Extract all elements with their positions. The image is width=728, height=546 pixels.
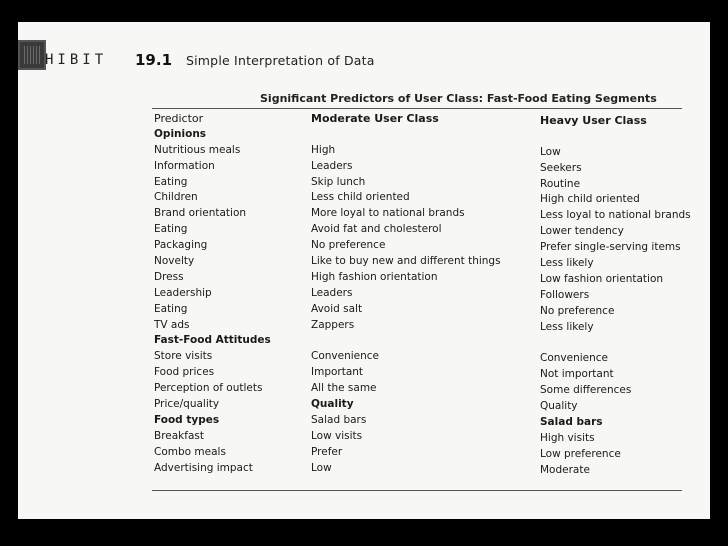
exhibit-logo-block bbox=[18, 40, 46, 70]
moderate-cell: Leaders bbox=[311, 159, 353, 172]
moderate-cell: More loyal to national brands bbox=[311, 207, 465, 220]
moderate-cell: All the same bbox=[311, 382, 377, 395]
predictor-cell: Eating bbox=[154, 175, 188, 188]
section-spacer bbox=[540, 129, 710, 145]
section-spacer bbox=[311, 127, 531, 143]
predictor-cell: Leadership bbox=[154, 286, 212, 299]
moderate-column bbox=[311, 111, 531, 476]
moderate-cell: High bbox=[311, 143, 336, 156]
moderate-cell: Low visits bbox=[311, 429, 363, 442]
heavy-cell: No preference bbox=[540, 304, 615, 317]
heavy-cell: Prefer single-serving items bbox=[540, 241, 681, 254]
heavy-cell: Moderate bbox=[540, 463, 590, 476]
predictor-cell: Perception of outlets bbox=[154, 382, 263, 395]
heavy-cell: Low bbox=[540, 145, 561, 158]
table-top-rule bbox=[152, 108, 682, 109]
table-title: Significant Predictors of User Class: Fast-Food Eating Segments bbox=[260, 92, 657, 105]
moderate-cell: Salad bars bbox=[311, 413, 367, 426]
predictor-cell: Information bbox=[154, 159, 215, 172]
predictor-header: Predictor bbox=[154, 112, 204, 125]
heavy-cell: Some differences bbox=[540, 384, 632, 397]
moderate-cell: Avoid salt bbox=[311, 302, 363, 315]
table-bottom-rule bbox=[152, 490, 682, 491]
predictor-cell: Eating bbox=[154, 223, 188, 236]
moderate-cell: Important bbox=[311, 366, 364, 379]
predictor-cell: Breakfast bbox=[154, 429, 204, 442]
heavy-cell: Followers bbox=[540, 288, 590, 301]
moderate-cell: No preference bbox=[311, 239, 386, 252]
section-spacer bbox=[311, 333, 531, 349]
heavy-cell: Less likely bbox=[540, 320, 594, 333]
predictor-cell: Novelty bbox=[154, 255, 195, 268]
moderate-cell: Avoid fat and cholesterol bbox=[311, 223, 442, 236]
predictor-cell: Dress bbox=[154, 270, 184, 283]
section-spacer bbox=[540, 335, 710, 351]
predictor-cell: Food types bbox=[154, 413, 220, 426]
heavy-cell: Quality bbox=[540, 400, 578, 413]
moderate-cell: Skip lunch bbox=[311, 175, 366, 188]
heavy-cell: Routine bbox=[540, 177, 581, 190]
moderate-cell: Leaders bbox=[311, 286, 353, 299]
moderate-cell: Prefer bbox=[311, 445, 343, 458]
heavy-cell: Low preference bbox=[540, 447, 621, 460]
predictor-cell: Store visits bbox=[154, 350, 213, 363]
heavy-cell: High visits bbox=[540, 431, 595, 444]
moderate-cell: Zappers bbox=[311, 318, 355, 331]
moderate-cell: High fashion orientation bbox=[311, 270, 438, 283]
predictor-cell: Combo meals bbox=[154, 445, 226, 458]
section-heading-opinions: Opinions bbox=[154, 127, 207, 140]
exhibit-title: Simple Interpretation of Data bbox=[186, 53, 375, 68]
heavy-cell: Not important bbox=[540, 368, 614, 381]
moderate-cell: Convenience bbox=[311, 350, 380, 363]
heavy-cell: Low fashion orientation bbox=[540, 272, 664, 285]
heavy-cell: Less loyal to national brands bbox=[540, 209, 691, 222]
heavy-cell: Less likely bbox=[540, 257, 594, 270]
predictor-cell: Nutritious meals bbox=[154, 143, 241, 156]
heavy-cell: Seekers bbox=[540, 161, 582, 174]
exhibit-number: 19.1 bbox=[135, 51, 173, 69]
predictor-cell: Price/quality bbox=[154, 398, 220, 411]
heavy-header: Heavy User Class bbox=[540, 114, 647, 127]
heavy-cell: High child oriented bbox=[540, 193, 640, 206]
moderate-cell: Low bbox=[311, 461, 332, 474]
exhibit-label: HIBIT bbox=[45, 52, 108, 68]
predictor-cell: Food prices bbox=[154, 366, 215, 379]
predictor-cell: Eating bbox=[154, 302, 188, 315]
predictor-cell: Advertising impact bbox=[154, 461, 253, 474]
section-heading-fast-food-attitudes: Fast-Food Attitudes bbox=[154, 334, 271, 347]
predictor-cell: Children bbox=[154, 191, 198, 204]
moderate-header: Moderate User Class bbox=[311, 112, 439, 125]
predictor-cell: Brand orientation bbox=[154, 207, 247, 220]
heavy-cell: Salad bars bbox=[540, 415, 603, 428]
moderate-cell: Like to buy new and different things bbox=[311, 255, 501, 268]
predictor-cell: Packaging bbox=[154, 239, 208, 252]
heavy-cell: Convenience bbox=[540, 352, 609, 365]
moderate-cell: Less child oriented bbox=[311, 191, 410, 204]
moderate-cell: Quality bbox=[311, 398, 354, 411]
heavy-column bbox=[540, 113, 710, 478]
heavy-cell: Lower tendency bbox=[540, 225, 624, 238]
predictor-column bbox=[154, 111, 314, 476]
predictor-cell: TV ads bbox=[154, 318, 190, 331]
